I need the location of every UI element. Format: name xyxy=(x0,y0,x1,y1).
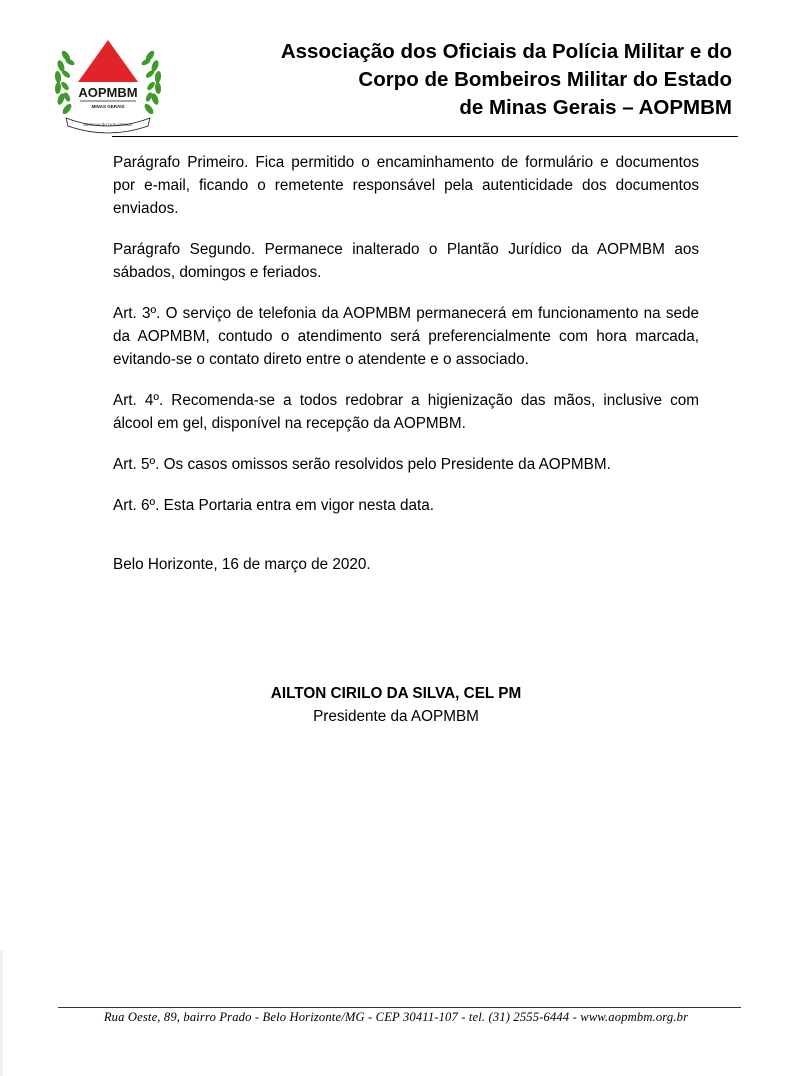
article-5: Art. 5º. Os casos omissos serão resolvidos pelo Presidente da AOPMBM. xyxy=(113,456,611,473)
paragraph-segundo: Parágrafo Segundo. Permanece inalterado o Plantão Jurídico da AOPMBM aos sábados, domingos e feriados. xyxy=(113,241,699,281)
header-line-3: de Minas Gerais – AOPMBM xyxy=(459,96,732,119)
article-6: Art. 6º. Esta Portaria entra em vigor nesta data. xyxy=(113,497,435,514)
footer-divider xyxy=(58,1007,741,1008)
place-date: Belo Horizonte, 16 de março de 2020. xyxy=(113,556,371,573)
footer-address: Rua Oeste, 89, bairro Prado - Belo Horizonte/MG - CEP 30411-107 - tel. (31) 2555-6444 - www.aopmbm.org.br xyxy=(103,1010,689,1024)
signatory-name: AILTON CIRILO DA SILVA, CEL PM xyxy=(270,685,522,702)
article-3: Art. 3º. O serviço de telefonia da AOPMBM permanecerá em funcionamento na sede da AOPMBM, contudo o atendimento será preferencialmente com hora marcada, evitando-se o contato direto entre o atendente e o associado. xyxy=(113,305,699,368)
header-divider xyxy=(112,136,738,137)
signatory-role: Presidente da AOPMBM xyxy=(313,708,479,725)
signature-block xyxy=(0,682,792,728)
logo-wordmark: AOPMBM xyxy=(78,85,138,100)
article-4: Art. 4º. Recomenda-se a todos redobrar a higienização das mãos, inclusive com álcool em gel, disponível na recepção da AOPMBM. xyxy=(113,392,699,432)
laurel-right-icon xyxy=(140,49,161,115)
header-line-1: Associação dos Oficiais da Polícia Militar e do xyxy=(280,40,732,63)
letterhead-title xyxy=(281,38,732,122)
laurel-left-icon xyxy=(54,49,75,115)
logo-ribbon-text: ASSOCIAÇÃO DOS OFICIAIS xyxy=(83,123,133,127)
header-line-2: Corpo de Bombeiros Militar do Estado xyxy=(358,68,732,91)
document-body xyxy=(113,151,699,535)
paragraph-primeiro: Parágrafo Primeiro. Fica permitido o encaminhamento de formulário e documentos por e-mail, ficando o remetente responsável pela autenticidade dos documentos enviados. xyxy=(113,154,699,217)
logo-subtext: MINAS GERAIS xyxy=(91,104,125,109)
triangle-icon xyxy=(78,40,138,82)
aopmbm-logo xyxy=(52,34,164,136)
